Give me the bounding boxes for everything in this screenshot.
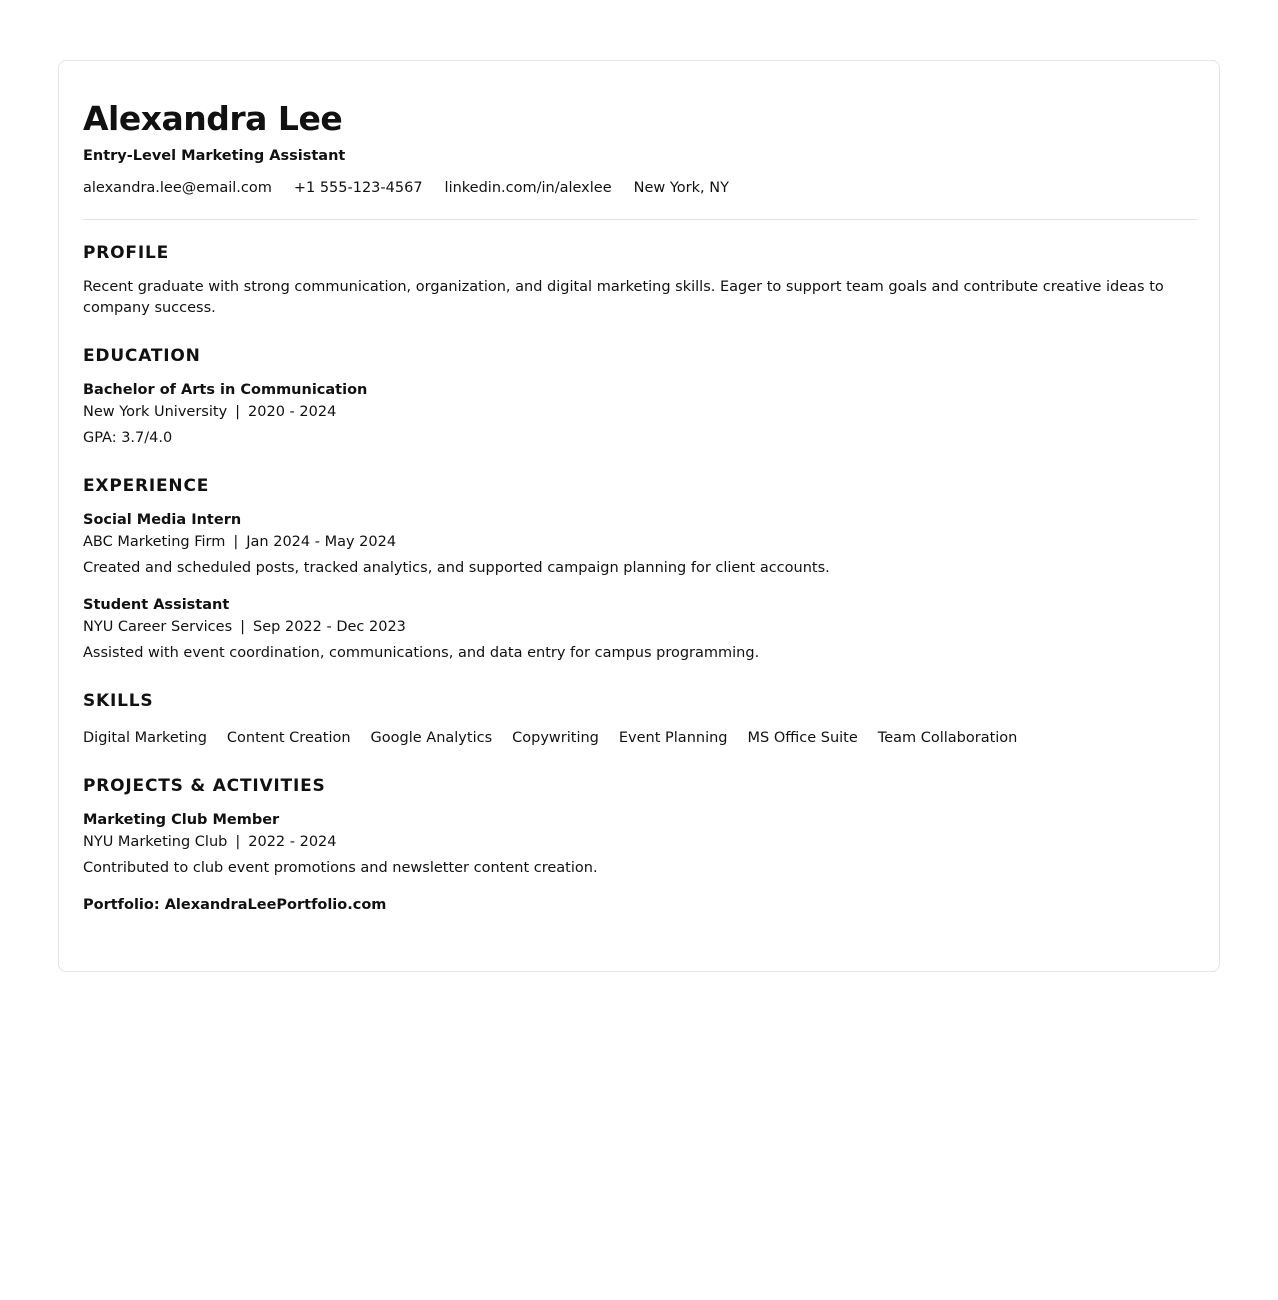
experience-meta [83,532,396,553]
skill-item: Copywriting [512,730,599,746]
education-school: New York University [83,404,228,420]
experience-org: NYU Career Services [83,619,233,635]
candidate-name: Alexandra Lee [83,99,343,138]
experience-dates: Sep 2022 - Dec 2023 [253,619,406,635]
job-title: Entry-Level Marketing Assistant [83,148,346,164]
skill-item: Event Planning [618,730,728,746]
experience-role: Student Assistant [83,597,230,613]
project-description: Contributed to club event promotions and newsletter content creation. [83,860,598,876]
skill-item: Team Collaboration [877,730,1018,746]
project-dates: 2022 - 2024 [248,834,337,850]
experience-heading: EXPERIENCE [83,476,210,496]
skill-item: Content Creation [226,730,351,746]
meta-separator: | [233,534,239,550]
contact-linkedin[interactable]: linkedin.com/in/alexlee [444,180,612,196]
education-degree: Bachelor of Arts in Communication [83,382,368,398]
contact-location: New York, NY [633,180,729,196]
experience-meta [83,617,406,638]
experience-org: ABC Marketing Firm [83,534,226,550]
resume-card [58,60,1220,972]
skill-item: Digital Marketing [83,730,207,746]
header-divider [83,219,1197,220]
project-role: Marketing Club Member [83,812,280,828]
contact-phone[interactable]: +1 555-123-4567 [293,180,423,196]
experience-description: Assisted with event coordination, communications, and data entry for campus programming. [83,645,760,661]
profile-heading: PROFILE [83,243,169,263]
project-org: NYU Marketing Club [83,834,228,850]
experience-role: Social Media Intern [83,512,242,528]
meta-separator: | [235,404,241,420]
meta-separator: | [240,619,246,635]
skills-list [83,728,1017,748]
project-meta [83,832,337,853]
education-dates: 2020 - 2024 [248,404,337,420]
education-heading: EDUCATION [83,346,201,366]
projects-heading: PROJECTS & ACTIVITIES [83,776,326,796]
meta-separator: | [235,834,241,850]
education-meta [83,402,336,423]
experience-dates: Jan 2024 - May 2024 [246,534,397,550]
portfolio-link[interactable]: Portfolio: AlexandraLeePortfolio.com [83,897,387,913]
contact-email[interactable]: alexandra.lee@email.com [83,180,272,196]
skill-item: Google Analytics [370,730,493,746]
skills-heading: SKILLS [83,691,154,711]
contact-info [83,178,729,198]
experience-description: Created and scheduled posts, tracked analytics, and supported campaign planning for client accounts. [83,560,830,576]
education-gpa: GPA: 3.7/4.0 [83,430,173,446]
profile-text: Recent graduate with strong communication, organization, and digital marketing skills. Eager to support team goals and contribute creative ideas to company success. [83,279,1164,316]
skill-item: MS Office Suite [747,730,858,746]
